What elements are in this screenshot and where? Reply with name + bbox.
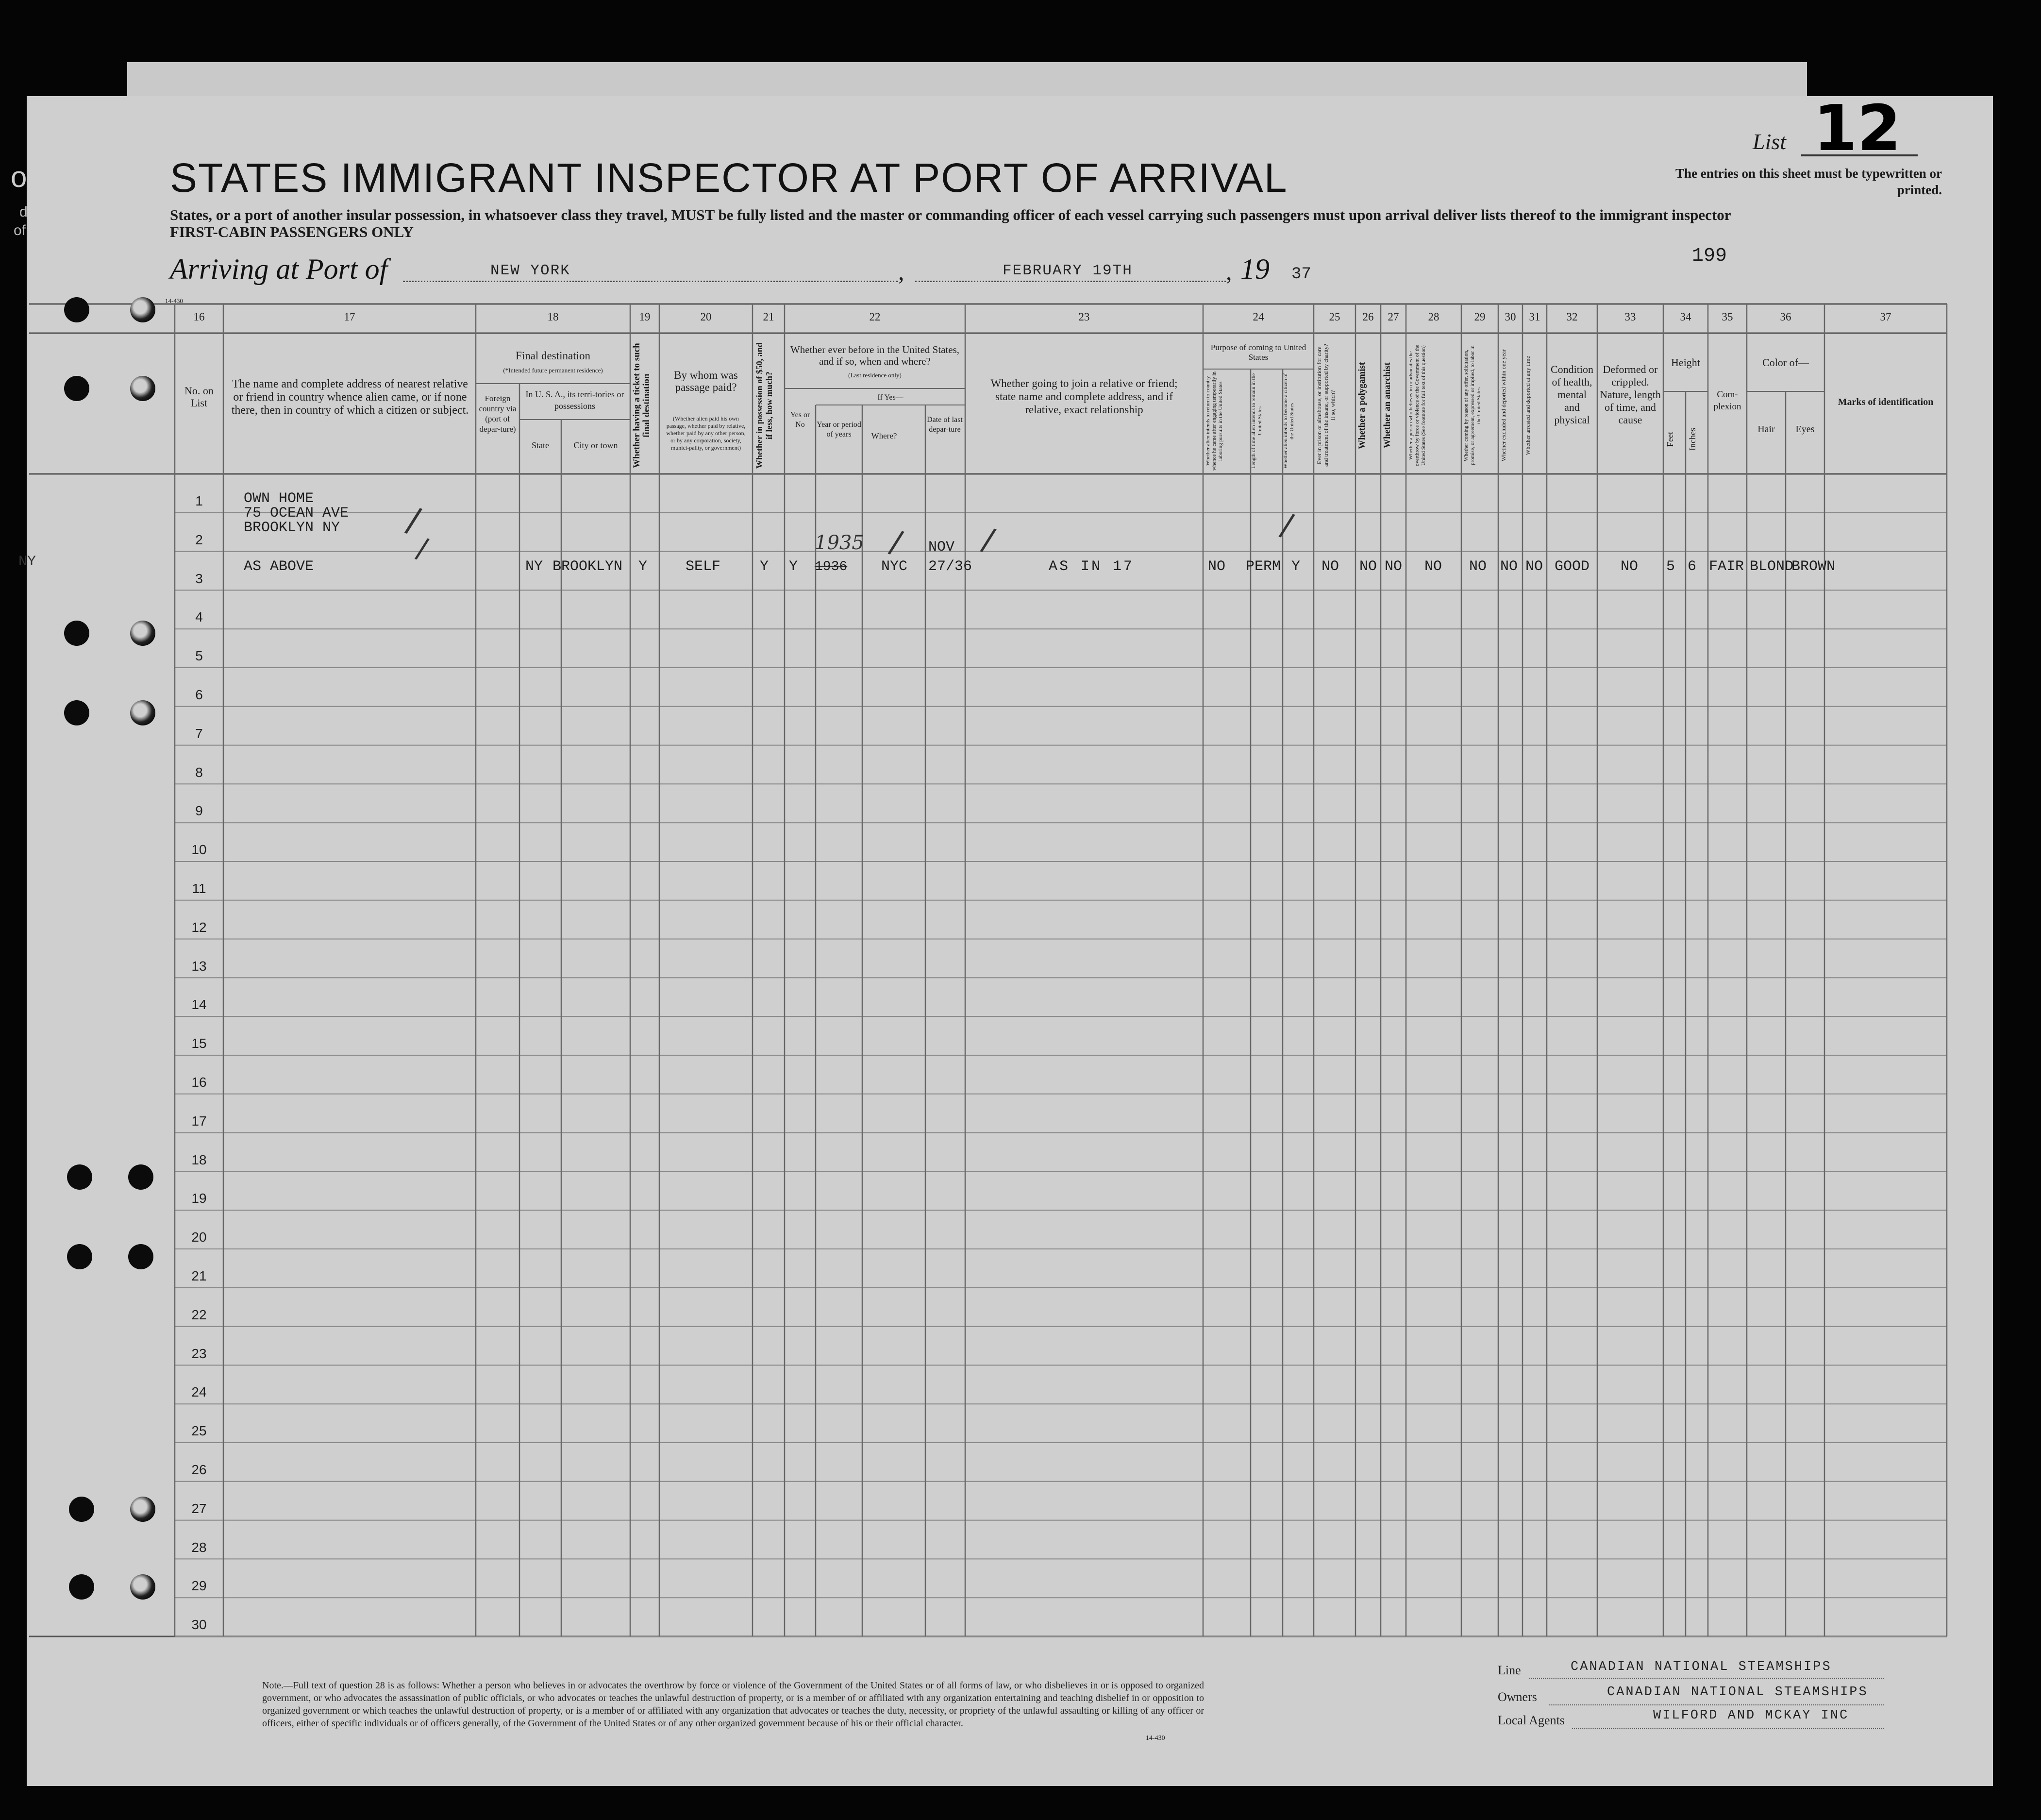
row-number: 27 [191, 1500, 207, 1516]
row2-polygamist: NO [1359, 558, 1377, 575]
row2-paid-by: SELF [686, 558, 721, 575]
header-relative-address: The name and complete address of nearest relative or friend in country whence alien came, or if none there, then in country of which a citizen or subject. [231, 378, 469, 417]
row-number: 29 [191, 1578, 207, 1594]
row-number: 15 [191, 1036, 207, 1051]
row-number: 18 [191, 1152, 207, 1167]
row-number: 2 [195, 532, 203, 547]
header-purpose-citizen: Whether alien intends to become a citizen of the United States [1283, 373, 1295, 469]
row2-money: Y [760, 558, 769, 575]
column-number: 25 [1329, 311, 1340, 323]
header-in-usa: In U. S. A., its terri-tories or possessions [525, 389, 624, 411]
page-number: 199 [1692, 245, 1727, 267]
punch-hole [130, 1574, 155, 1600]
punch-hole [64, 297, 89, 322]
arriving-label: Arriving at Port of [170, 253, 388, 285]
year-prefix: 19 [1240, 253, 1270, 285]
form-code: 14-430 [165, 297, 183, 304]
header-money: Whether in possession of $50, and if less, how much? [754, 342, 774, 469]
column-number: 19 [639, 311, 651, 323]
header-city: City or town [573, 440, 618, 450]
row1-address-line1: OWN HOME [244, 490, 314, 507]
year-suffix: 37 [1291, 265, 1311, 284]
port-value: NEW YORK [490, 262, 570, 279]
row2-address: AS ABOVE [244, 558, 314, 575]
header-overthrow: Whether a person who believes in or advocates the overthrow by force or violence of the Government of the United States (See footnote for full text of this question) [1408, 344, 1426, 467]
footer-form-code: 14-430 [1146, 1735, 1165, 1742]
row2-date-day: 27/36 [928, 558, 972, 575]
row-number: 17 [191, 1113, 207, 1129]
header-purpose-return: Whether alien intends to return to country whence he came after engaging temporarily in laboring pursuits in the United States [1205, 371, 1223, 471]
column-number: 20 [700, 311, 712, 323]
row-number: 8 [195, 764, 203, 780]
margin-text: of [14, 222, 26, 238]
comma: , [898, 258, 904, 285]
owners-value: CANADIAN NATIONAL STEAMSHIPS [1607, 1685, 1868, 1700]
row-number: 21 [191, 1268, 207, 1283]
header-where: Where? [871, 431, 897, 440]
header-final-destination: Final destination [516, 350, 590, 362]
row2-anarchist: NO [1385, 558, 1403, 575]
punch-hole [67, 1244, 92, 1269]
agents-value: WILFORD AND MCKAY INC [1653, 1708, 1849, 1723]
agents-label: Local Agents [1498, 1713, 1565, 1727]
column-number: 31 [1529, 311, 1540, 323]
header-health: Condition of health, mental and physical [1550, 363, 1593, 426]
column-number: 34 [1680, 311, 1691, 323]
column-number: 21 [763, 311, 774, 323]
row-number: 4 [195, 609, 203, 625]
punch-hole [64, 700, 89, 725]
row-number: 6 [195, 687, 203, 702]
column-number: 35 [1722, 311, 1733, 323]
punch-hole [128, 1164, 153, 1190]
check-mark: / [413, 531, 432, 566]
row-number: 10 [191, 842, 207, 858]
header-passage-paid-note: (Whether alien paid his own passage, whether paid by relative, whether paid by any other person, or by any corporation, society, munici-pality, or government) [666, 415, 746, 451]
passenger-class: FIRST-CABIN PASSENGERS ONLY [170, 223, 414, 240]
row-number: 20 [191, 1230, 207, 1245]
row2-purpose-citizen: Y [1291, 558, 1301, 575]
row2-overthrow: NO [1424, 558, 1442, 575]
agents-field [1572, 1728, 1884, 1729]
row2-purpose-return: NO [1208, 558, 1226, 575]
row-number: 3 [195, 571, 203, 586]
check-mark: / [1277, 506, 1297, 544]
check-mark: / [402, 499, 424, 541]
header-foreign-country: Foreign country via (port of depar-ture) [479, 394, 517, 434]
header-year: Year or period of years [817, 421, 861, 438]
header-height: Height [1671, 356, 1700, 369]
header-arrested: Whether arrested and deported at any time [1524, 356, 1531, 455]
header-anarchist: Whether an anarchist [1382, 362, 1392, 449]
row1-address-line3: BROOKLYN NY [244, 520, 340, 536]
header-join-relative: Whether going to join a relative or friend; state name and complete address, and if relative, exact relationship [990, 377, 1178, 416]
row-number: 12 [191, 919, 207, 935]
header-before-note: (Last residence only) [848, 371, 902, 379]
column-number: 37 [1880, 311, 1891, 323]
header-excluded: Whether excluded and deported within one year [1500, 349, 1507, 462]
punch-hole [69, 1497, 94, 1522]
row2-purpose-length: PERM [1246, 558, 1281, 575]
footnote: Note.—Full text of question 28 is as follows: Whether a person who believes in or advocates the overthrow by force or violence of the Government of the United States or of all forms of law, or who disbelieves in or is opposed to organized government, or who advocates the assassination of public officials, or who advocates or teaches the unlawful destruction of property, or is a member of or affiliated with any organization entertaining and teaching disbelief in or opposition to organized government or which teaches the unlawful destruction of property, or is a member of or affiliated with any organization that advocates or teaches the duty, necessity, or propriety of the unlawful assaulting or killing of any officer or officers, either of specific individuals or of officers generally, of the Government of the United States or of any other organized government because of his or their official character. [262, 1680, 1204, 1729]
row2-arrested: NO [1525, 558, 1543, 575]
punch-hole [130, 621, 155, 646]
header-purpose-length: Length of time alien intends to remain in the United States [1251, 373, 1263, 469]
column-number: 27 [1388, 311, 1399, 323]
header-offer: Whether coming by reason of any offer, solicitation, promise, or agreement, expressed or implied, to labor in the United States [1463, 345, 1482, 466]
row-number: 24 [191, 1384, 207, 1400]
row2-excluded: NO [1500, 558, 1518, 575]
list-number: 12 [1813, 91, 1901, 165]
column-number: 28 [1428, 311, 1439, 323]
header-passage-paid: By whom was passage paid? [674, 369, 738, 393]
header-complexion: Com-plexion [1713, 389, 1741, 412]
column-number: 32 [1566, 311, 1578, 323]
row-number: 5 [195, 648, 203, 664]
owners-field [1549, 1704, 1884, 1705]
row2-city: BROOKLYN [552, 558, 623, 575]
punch-hole [64, 621, 89, 646]
row-number: 25 [191, 1423, 207, 1439]
column-number: 23 [1078, 311, 1090, 323]
header-polygamist: Whether a polygamist [1357, 362, 1367, 449]
row2-where: NYC [881, 558, 908, 575]
row1-address-line2: 75 OCEAN AVE [244, 505, 349, 522]
column-number: 18 [547, 311, 559, 323]
margin-text: o [11, 161, 27, 193]
row2-feet: 5 [1666, 558, 1675, 575]
row2-ticket: Y [638, 558, 648, 575]
punch-hole [64, 376, 89, 401]
row-number: 11 [192, 881, 206, 896]
row2-eyes: BROWN [1791, 558, 1836, 575]
punch-hole [130, 297, 155, 322]
row-number: 14 [191, 997, 207, 1012]
form-subtitle: States, or a port of another insular possession, in whatsoever class they travel, MUST be fully listed and the master or commanding officer of each vessel carrying such passengers must upon arrival deliver lists thereof to the immigrant inspector [170, 206, 1731, 223]
column-number: 22 [869, 311, 881, 323]
column-number: 24 [1253, 311, 1264, 323]
row-number: 13 [191, 958, 207, 974]
row2-state: NY [525, 558, 543, 575]
header-prison: Ever in prison or almshouse, or institution for care and treatment of the insane, or supported by charity? If so, which? [1316, 344, 1336, 467]
header-purpose: Purpose of coming to United States [1210, 343, 1306, 362]
punch-hole [130, 376, 155, 401]
header-color: Color of— [1762, 356, 1809, 369]
header-no-on-list: No. on List [184, 385, 214, 409]
date-value: FEBRUARY 19TH [1003, 262, 1133, 279]
header-if-yes: If Yes— [877, 393, 903, 402]
row2-prison: NO [1322, 558, 1339, 575]
punch-hole [67, 1164, 92, 1190]
header-hair: Hair [1757, 424, 1775, 435]
line-value: CANADIAN NATIONAL STEAMSHIPS [1571, 1660, 1832, 1674]
list-label: List [1753, 129, 1787, 154]
row-number: 26 [191, 1462, 207, 1477]
row2-complexion: FAIR [1709, 558, 1744, 575]
row2-offer: NO [1469, 558, 1487, 575]
column-number: 36 [1780, 311, 1791, 323]
header-state: State [532, 440, 549, 450]
entries-note: The entries on this sheet must be typewritten or printed. [1675, 166, 1942, 197]
row-number: 30 [191, 1617, 207, 1633]
row2-year-typed: 1936 [815, 559, 848, 574]
row2-health: GOOD [1555, 558, 1590, 575]
row-number: 28 [191, 1539, 207, 1555]
row2-join: AS IN 17 [1049, 558, 1135, 575]
header-deformed: Deformed or crippled. Nature, length of time, and cause [1600, 363, 1661, 426]
punch-hole [69, 1574, 94, 1600]
header-marks: Marks of identification [1838, 397, 1934, 407]
row2-date-month: NOV [928, 539, 955, 556]
header-ticket: Whether having a ticket to such final destination [632, 343, 652, 468]
header-feet: Feet [1665, 432, 1675, 447]
punch-hole [130, 1497, 155, 1522]
header-date-departure: Date of last depar-ture [927, 416, 963, 434]
row-number: 22 [191, 1307, 207, 1322]
row-number: 9 [195, 803, 203, 819]
check-mark: / [886, 523, 906, 561]
header-yes-no: Yes or No [790, 411, 810, 429]
line-label: Line [1498, 1663, 1521, 1677]
row-number: 23 [191, 1346, 207, 1361]
column-number: 26 [1362, 311, 1374, 323]
punch-hole [128, 1244, 153, 1269]
header-final-destination-note: (*Intended future permanent residence) [503, 367, 603, 374]
row2-year-handwritten: 1935 [815, 532, 864, 554]
header-before-in-us: Whether ever before in the United States, and if so, when and where? [790, 344, 960, 367]
row-number: 7 [195, 725, 203, 741]
owners-label: Owners [1498, 1690, 1537, 1704]
row2-deformed: NO [1621, 558, 1639, 575]
punch-hole [130, 700, 155, 725]
column-number: 29 [1474, 311, 1486, 323]
header-inches: Inches [1688, 428, 1697, 451]
check-mark: / [978, 521, 998, 559]
row2-inches: 6 [1688, 558, 1697, 575]
row2-before-us: Y [789, 558, 798, 575]
column-number: 17 [344, 311, 355, 323]
column-number: 33 [1624, 311, 1636, 323]
margin-text: NY [18, 554, 36, 570]
column-number: 30 [1505, 311, 1516, 323]
comma: , [1226, 258, 1232, 285]
form-title: STATES IMMIGRANT INSPECTOR AT PORT OF ARRIVAL [170, 155, 1288, 201]
row-number: 16 [191, 1075, 207, 1090]
column-number: 16 [193, 311, 205, 323]
line-field [1529, 1678, 1884, 1679]
row-number: 1 [195, 493, 203, 508]
margin-text: d [19, 204, 28, 220]
header-eyes: Eyes [1795, 424, 1815, 435]
row2-hair: BLOND [1750, 558, 1794, 575]
row-number: 19 [191, 1191, 207, 1206]
